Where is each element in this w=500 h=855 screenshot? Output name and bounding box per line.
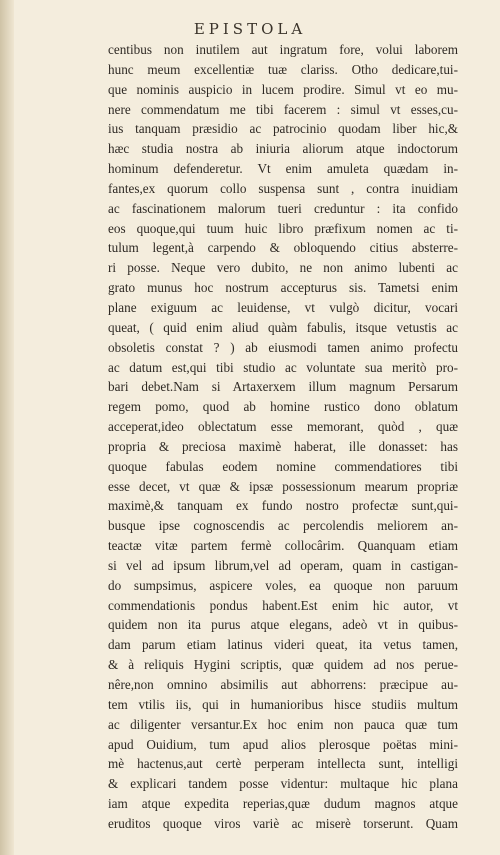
text-line: grato munus hoc nostrum accepturus sis. Tametsi enim [108,280,458,296]
text-line: eruditos quoque viros variè ac miserè torserunt. Quam [108,815,458,831]
text-line: dam parum etiam latinus videri queat, ita vetus tamen, [108,637,458,653]
text-line: quoque fabulas eodem nomine commendatiores tibi [108,458,458,474]
text-line: mè hactenus,aut certè perperam intellecta sunt, intelligi [108,756,458,772]
text-line: quidem non ita purus atque elegans, adeò vt in quibus- [108,617,458,633]
text-line: apud Ouidium, tum apud alios plerosque poëtas mini- [108,736,458,752]
text-line: iam atque expedita reperias,quæ dudum magnos atque [108,796,458,812]
text-line: plane exiguum ac leuidense, vt vulgò dicitur, vocari [108,299,458,315]
text-line: teactæ vitæ partem fermè collocârim. Quanquam etiam [108,538,458,554]
text-line: & à reliquis Hygini scriptis, quæ quidem ad nos perue- [108,657,458,673]
text-line: nêre,non omnino absimilis aut abhorrens: præcipue au- [108,677,458,692]
text-line: ius tanquam præsidio ac patrocinio quodam liber hic,& [108,121,458,137]
text-line: regem pomo, quod ab homine rustico dono oblatum [108,399,458,415]
text-line: fantes,ex quorum collo suspensa sunt , contra inuidiam [108,180,458,196]
text-line: do sumpsimus, aspicere voles, ea quoque non paruum [108,577,458,593]
text-line: obsoletis constat ? ) ab eiusmodi tamen animo profectu [108,339,458,355]
text-line: queat, ( quid enim aliud quàm fabulis, itsque vetustis ac [108,319,458,335]
text-line: propria & preciosa maximè haberat, ille donasset: has [108,438,458,454]
text-line: esse decet, vt quæ & ipsæ possessionum mearum propriæ [108,478,458,494]
running-head: EPISTOLA [193,20,307,38]
text-line: acceperat,ideo oblectatum esse memorant, quòd , quæ [108,419,458,435]
text-line: maximè,& tanquam ex fundo nostro profectæ sunt,qui- [108,498,458,514]
text-line: busque ipse cognoscendis ac percolendis meliorem an- [108,518,458,534]
text-line: ac diligenter versantur.Ex hoc enim non pauca quæ tum [108,716,458,732]
page-gutter-shadow [0,0,14,855]
text-line: si vel ad ipsum librum,vel ad operam, quam in castigan- [108,557,458,573]
text-line: bari debet.Nam si Artaxerxem illum magnum Persarum [108,379,458,395]
text-line: commendationis pondus habent.Est enim hic autor, vt [108,597,458,613]
text-line: nere commendatum me tibi facerem : simul vt esses,cu- [108,101,458,117]
text-line: ac fascinationem malorum tueri creduntur : ita confido [108,200,458,216]
text-line: eos quoque,qui tuum huic libro præfixum nomen ac ti- [108,220,458,236]
text-line: que nominis auspicio in lucem prodire. Simul vt eo mu- [108,81,458,97]
text-line: & explicari tandem posse videntur: multaque hic plana [108,776,458,792]
text-line: centibus non inutilem aut ingratum fore, volui laborem [108,42,458,57]
text-line: hæc studia nostra ab iniuria aliorum atque indoctorum [108,141,458,157]
text-line: tem vtilis iis, qui in humanioribus hisce studiis multum [108,696,458,712]
text-line: ac datum est,qui tibi studio ac voluntate sua meritò pro- [108,359,458,375]
text-line: hominum defenderetur. Vt enim amuleta quædam in- [108,161,458,177]
text-line: hunc meum excellentiæ tuæ clariss. Otho dedicare,tui- [108,61,458,77]
text-line: tulum legent,à carpendo & obloquendo citius absterre- [108,240,458,256]
text-line: ri posse. Neque vero dubito, ne non animo lubenti ac [108,260,458,276]
body-text [108,40,458,834]
